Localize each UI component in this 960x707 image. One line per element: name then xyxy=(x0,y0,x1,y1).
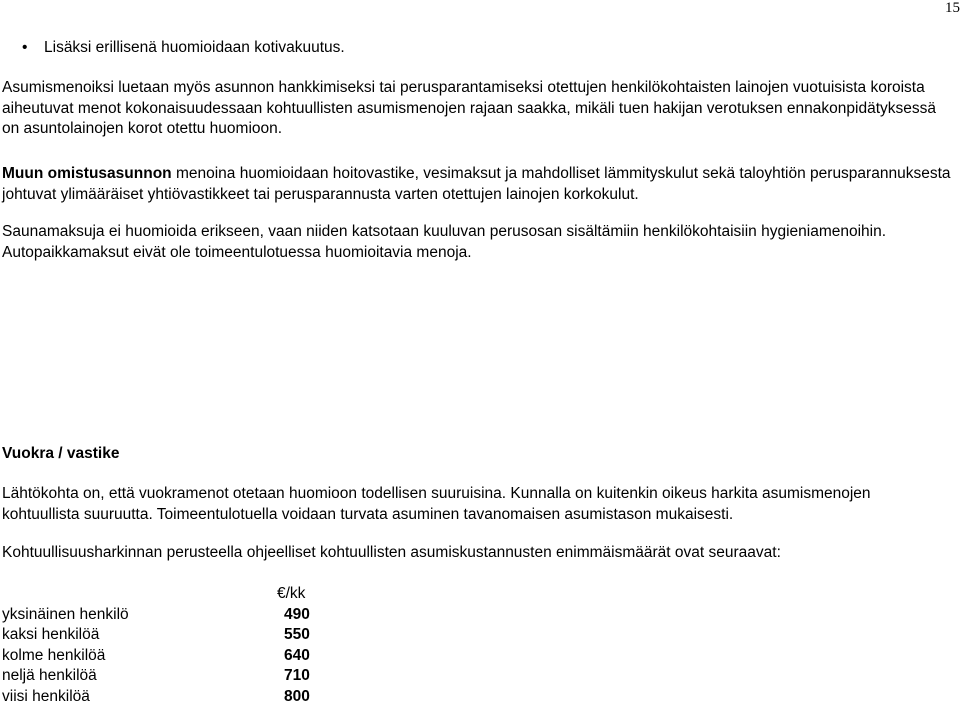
amount-value: 710 xyxy=(284,666,310,687)
household-label: viisi henkilöä xyxy=(2,687,90,707)
section-heading: Vuokra / vastike xyxy=(2,444,119,464)
bullet-icon: • xyxy=(22,38,44,58)
paragraph-max-amounts-intro: Kohtuullisuusharkinnan perusteella ohjeelliset kohtuullisten asumiskustannusten enimmäismäärät ovat seuraavat: xyxy=(2,543,952,564)
table-row xyxy=(2,646,332,667)
household-label: kolme henkilöä xyxy=(2,646,105,667)
bullet-text: Lisäksi erillisenä huomioidaan kotivakuutus. xyxy=(44,39,345,56)
table-row xyxy=(2,687,332,707)
amount-value: 490 xyxy=(284,605,310,626)
table-row xyxy=(2,625,332,646)
paragraph-rent-basis: Lähtökohta on, että vuokramenot otetaan huomioon todellisen suuruisina. Kunnalla on kuitenkin oikeus harkita asumismenojen kohtuullista suuruutta. Toimeentulotuella voidaan turvata asuminen tavanomaisen asumistason mukaisesti. xyxy=(2,484,952,525)
table-header-row xyxy=(2,584,332,605)
table-row xyxy=(2,605,332,626)
bullet-item xyxy=(22,38,345,58)
household-label: kaksi henkilöä xyxy=(2,625,99,646)
table-row xyxy=(2,666,332,687)
amount-value: 550 xyxy=(284,625,310,646)
amount-value: 640 xyxy=(284,646,310,667)
max-housing-cost-table xyxy=(2,584,332,707)
paragraph-body: menoina huomioidaan hoitovastike, vesimaksut ja mahdolliset lämmityskulut sekä taloyhtiön perusparannuksesta johtuvat ylimääräiset yhtiövastikkeet tai perusparannusta varten otettujen lainojen korkokulut. xyxy=(2,165,951,203)
unit-header: €/kk xyxy=(277,584,305,605)
household-label: neljä henkilöä xyxy=(2,666,97,687)
paragraph-owner-occupied xyxy=(2,164,952,205)
paragraph-lead-bold: Muun omistusasunnon xyxy=(2,165,172,182)
amount-value: 800 xyxy=(284,687,310,707)
household-label: yksinäinen henkilö xyxy=(2,605,129,626)
paragraph-sauna-fees: Saunamaksuja ei huomioida erikseen, vaan niiden katsotaan kuuluvan perusosan sisältämiin henkilökohtaisiin hygieniamenoihin. Autopaikkamaksut eivät ole toimeentulotuessa huomioitavia menoja. xyxy=(2,222,952,263)
page-number: 15 xyxy=(945,0,960,17)
paragraph-mortgage-interest: Asumismenoiksi luetaan myös asunnon hankkimiseksi tai perusparantamiseksi otettujen henkilökohtaisten lainojen vuotuisista koroista aiheutuvat menot kokonaisuudessaan kohtuullisten asumismenojen rajaan saakka, mikäli tuen hakijan verotuksen ennakonpidätyksessä on asuntolainojen korot otettu huomioon. xyxy=(2,78,952,140)
